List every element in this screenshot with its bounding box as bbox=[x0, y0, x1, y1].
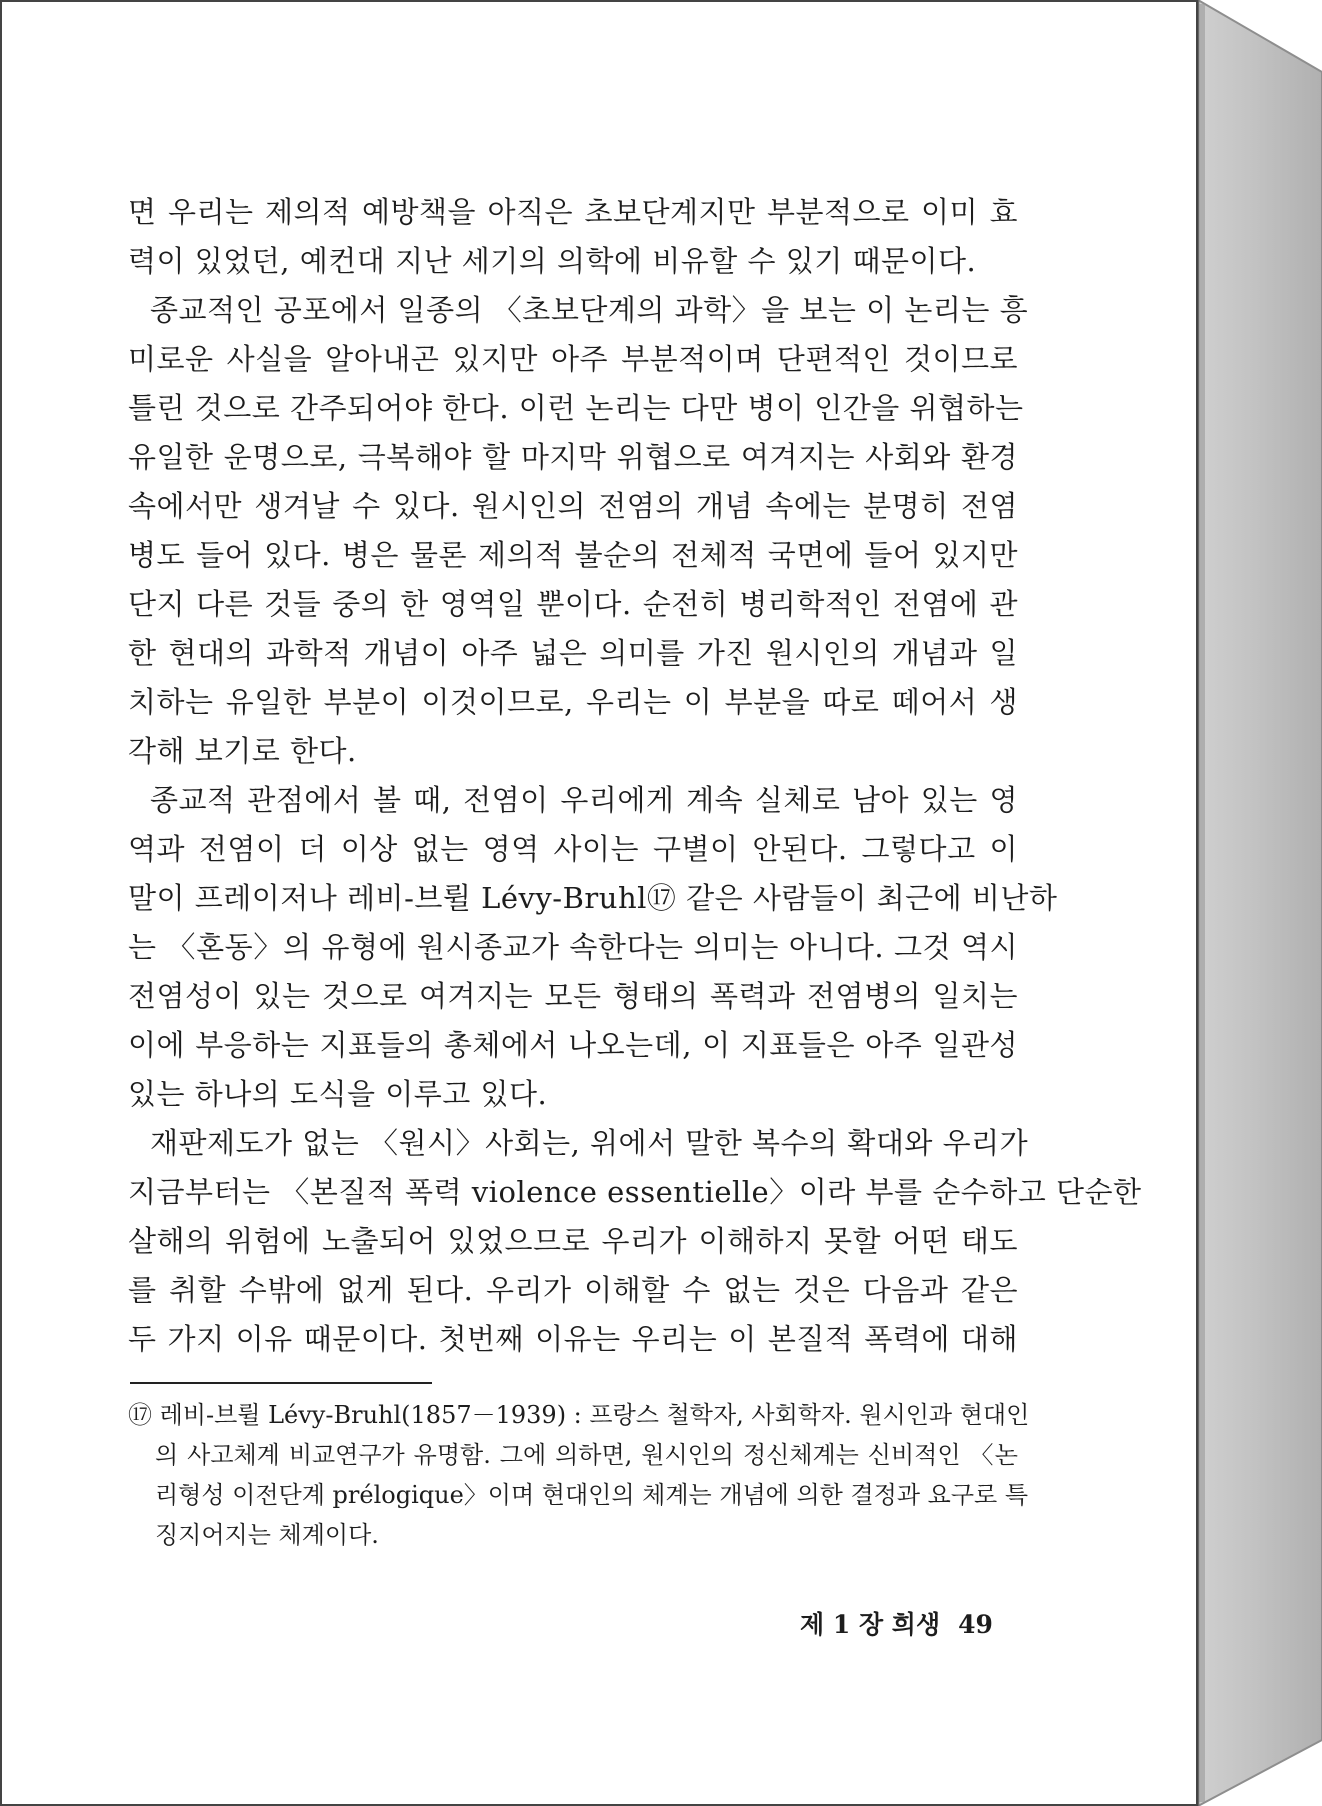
footnote-line: ⑰ 레비-브륄 Lévy-Bruhl(1857－1939) : 프랑스 철학자, 사회학자. 원시인과 현대인 bbox=[128, 1401, 1030, 1429]
body-line: 단지 다른 것들 중의 한 영역일 뿐이다. 순전히 병리학적인 전염에 관 bbox=[128, 587, 1018, 621]
chapter-label: 제 1 장 희생 bbox=[800, 1610, 941, 1639]
body-line: 지금부터는 〈본질적 폭력 violence essentielle〉이라 부를 순수하고 단순한 bbox=[128, 1175, 1142, 1209]
body-line: 유일한 운명으로, 극복해야 할 마지막 위협으로 여겨지는 사회와 환경 bbox=[128, 440, 1018, 474]
body-line: 미로운 사실을 알아내곤 있지만 아주 부분적이며 단편적인 것이므로 bbox=[128, 342, 1018, 376]
body-line: 를 취할 수밖에 없게 된다. 우리가 이해할 수 없는 것은 다음과 같은 bbox=[128, 1273, 1018, 1307]
body-line: 력이 있었던, 예컨대 지난 세기의 의학에 비유할 수 있기 때문이다. bbox=[128, 244, 977, 278]
page-number: 49 bbox=[958, 1610, 993, 1639]
body-line: 속에서만 생겨날 수 있다. 원시인의 전염의 개념 속에는 분명히 전염 bbox=[128, 489, 1018, 523]
footnote-line: 징지어지는 체계이다. bbox=[155, 1521, 379, 1549]
body-line: 각해 보기로 한다. bbox=[128, 734, 357, 768]
body-line: 병도 들어 있다. 병은 물론 제의적 불순의 전체적 국면에 들어 있지만 bbox=[128, 538, 1018, 572]
paragraph-start-line: 종교적 관점에서 볼 때, 전염이 우리에게 계속 실체로 남아 있는 영 bbox=[150, 783, 1018, 817]
body-line: 두 가지 이유 때문이다. 첫번째 이유는 우리는 이 본질적 폭력에 대해 bbox=[128, 1322, 1018, 1356]
footnote-divider bbox=[130, 1382, 432, 1384]
body-line: 는 〈혼동〉의 유형에 원시종교가 속한다는 의미는 아니다. 그것 역시 bbox=[128, 930, 1018, 964]
body-line: 있는 하나의 도식을 이루고 있다. bbox=[128, 1077, 548, 1111]
body-line: 역과 전염이 더 이상 없는 영역 사이는 구별이 안된다. 그렇다고 이 bbox=[128, 832, 1018, 866]
running-footer bbox=[800, 1605, 993, 1641]
body-line: 틀린 것으로 간주되어야 한다. 이런 논리는 다만 병이 인간을 위협하는 bbox=[128, 391, 1024, 425]
body-line: 면 우리는 제의적 예방책을 아직은 초보단계지만 부분적으로 이미 효 bbox=[128, 195, 1018, 229]
paragraph-start-line: 종교적인 공포에서 일종의 〈초보단계의 과학〉을 보는 이 논리는 흥 bbox=[150, 293, 1029, 327]
body-line: 치하는 유일한 부분이 이것이므로, 우리는 이 부분을 따로 떼어서 생 bbox=[128, 685, 1018, 719]
body-line: 살해의 위험에 노출되어 있었으므로 우리가 이해하지 못할 어떤 태도 bbox=[128, 1224, 1018, 1258]
body-line: 한 현대의 과학적 개념이 아주 넓은 의미를 가진 원시인의 개념과 일 bbox=[128, 636, 1018, 670]
footnote-line: 리형성 이전단계 prélogique〉이며 현대인의 체계는 개념에 의한 결정과 요구로 특 bbox=[155, 1481, 1029, 1509]
body-line: 이에 부응하는 지표들의 총체에서 나오는데, 이 지표들은 아주 일관성 bbox=[128, 1028, 1018, 1062]
paragraph-start-line: 재판제도가 없는 〈원시〉사회는, 위에서 말한 복수의 확대와 우리가 bbox=[150, 1126, 1029, 1160]
body-line: 전염성이 있는 것으로 여겨지는 모든 형태의 폭력과 전염병의 일치는 bbox=[128, 979, 1018, 1013]
body-line: 말이 프레이저나 레비-브륄 Lévy-Bruhl⑰ 같은 사람들이 최근에 비난하 bbox=[128, 881, 1058, 915]
footnote-line: 의 사고체계 비교연구가 유명함. 그에 의하면, 원시인의 정신체계는 신비적인 〈논 bbox=[155, 1441, 1018, 1469]
